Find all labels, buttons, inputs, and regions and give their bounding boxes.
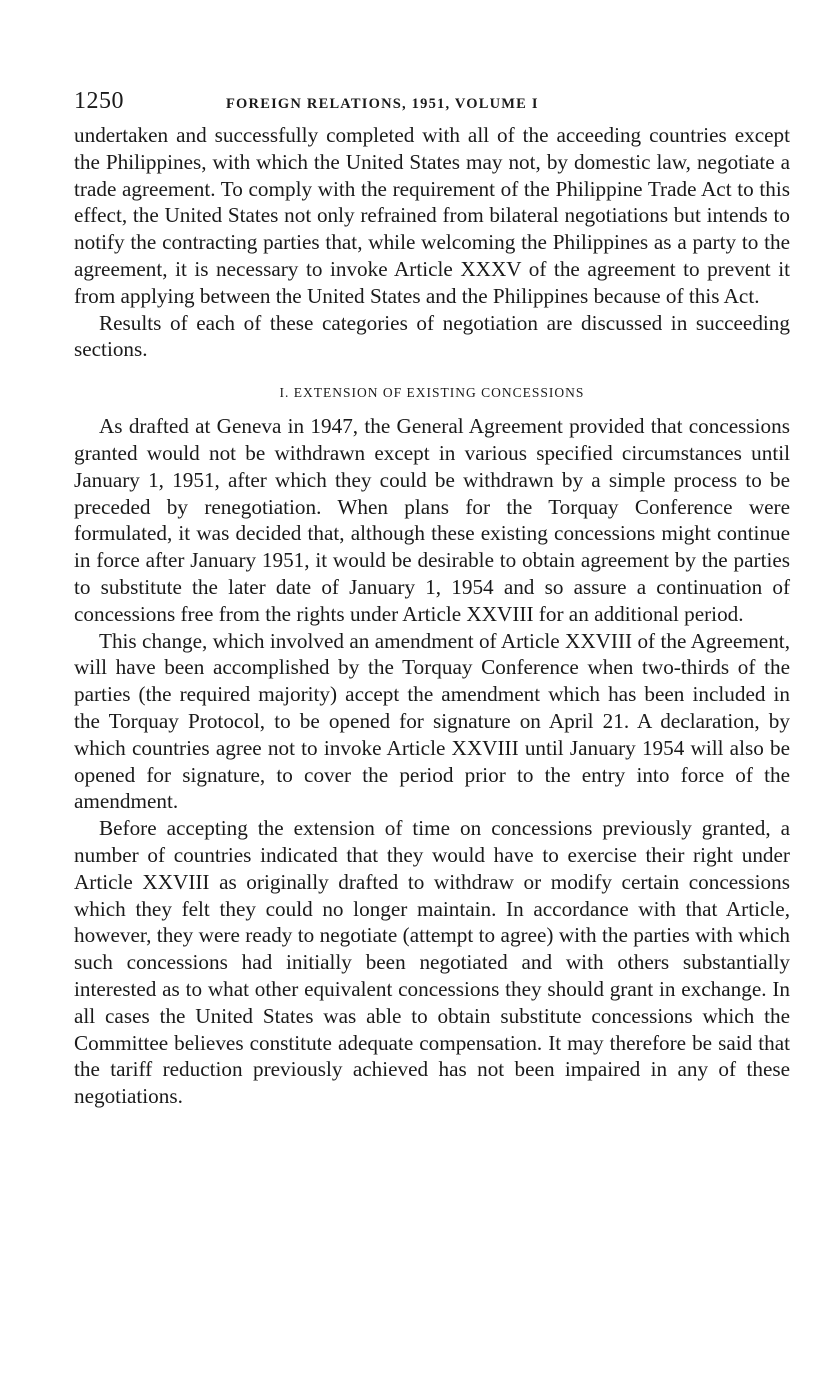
section-heading: I. EXTENSION OF EXISTING CONCESSIONS [279, 385, 585, 401]
paragraph-results: Results of each of these categories of negotiation are discussed in succeeding sections. [74, 310, 790, 362]
paragraph-amendment: This change, which involved an amendment of Article XXVIII of the Agreement, will have been accomplished by the Torquay Conference when two-thirds of the parties (the required majority) accept the amendment which has been included in the Torquay Protocol, to be opened for signature on April 21. A declaration, by which countries agree not to invoke Article XXVIII until January 1954 will also be opened for signature, to cover the period prior to the entry into force of the amendment. [74, 628, 790, 814]
body-text [74, 122, 790, 1110]
paragraph-geneva: As drafted at Geneva in 1947, the General Agreement provided that concessions granted would not be withdrawn except in various specified circumstances until January 1, 1951, after which they could be withdrawn by a simple process to be preceded by renegotiation. When plans for the Torquay Conference were formulated, it was decided that, although these existing concessions might continue in force after January 1951, it would be desirable to obtain agreement by the parties to substitute the later date of January 1, 1954 and so assure a continuation of concessions free from the rights under Article XXVIII for an additional period. [74, 414, 790, 626]
document-page [74, 88, 790, 1110]
paragraph-substitute-concessions: Before accepting the extension of time on concessions previously granted, a number of countries indicated that they would have to exercise their right under Article XXVIII as originally drafted to withdraw or modify certain concessions which they felt they could no longer maintain. In accordance with that Article, however, they were ready to negotiate (attempt to agree) with the parties with which such concessions had initially been negotiated and with others substantially interested as to what other equivalent concessions they should grant in exchange. In all cases the United States was able to obtain substitute concessions which the Committee believes constitute adequate compensation. It may therefore be said that the tariff reduction previously achieved has not been impaired in any of these negotiations. [74, 816, 790, 1109]
running-head [74, 88, 790, 122]
paragraph-continued: undertaken and successfully completed with all of the acceeding countries except the Philippines, with which the United States may not, by domestic law, negotiate a trade agreement. To comply with the requirement of the Philippine Trade Act to this effect, the United States not only refrained from bilateral negotiations but intends to notify the contracting parties that, while welcoming the Philippines as a party to the agreement, it is necessary to invoke Article XXXV of the agreement to prevent it from applying between the United States and the Philippines because of this Act. [74, 123, 790, 308]
running-title: FOREIGN RELATIONS, 1951, VOLUME I [226, 96, 539, 112]
page-number: 1250 [74, 88, 124, 114]
